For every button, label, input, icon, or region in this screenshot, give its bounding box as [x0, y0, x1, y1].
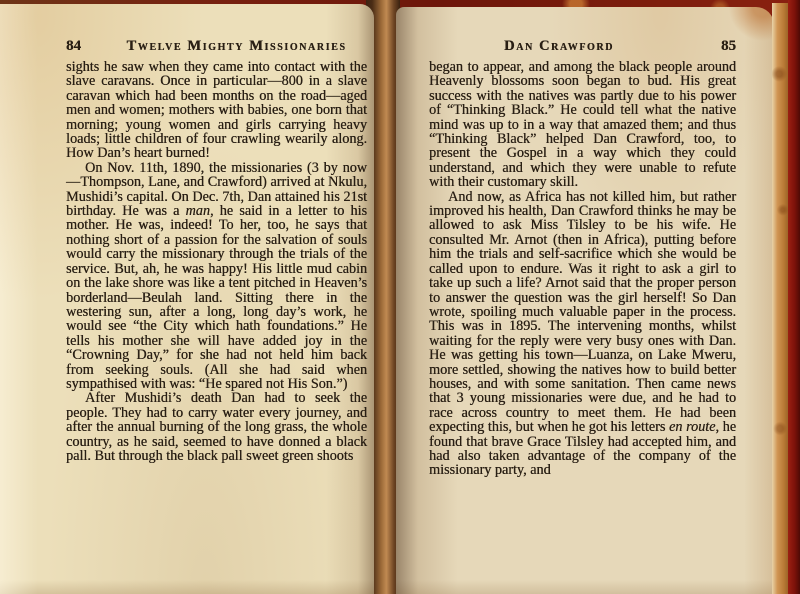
- paragraph: After Mushidi’s death Dan had to seek the people. They had to carry water every journey, and after the annual burning of the long grass, the whole country, as he said, seemed to have donned a black pall. But through the black pall sweet green shoots: [66, 390, 367, 464]
- right-page-body: [429, 60, 736, 478]
- left-page-body: [66, 60, 367, 463]
- paragraph-text: , he found that brave Grace Tilsley had accepted him, and had also taken advantage of the company of the missionary party, and: [429, 419, 737, 479]
- book-cover-right-edge: [788, 0, 800, 594]
- paragraph: [429, 190, 736, 478]
- paragraph: began to appear, and among the black people around Heavenly blossoms soon began to bud. His great success with the natives was partly due to his power of “Thinking Black.” He could tell what the native mind was up to in a way that amazed them; and thus “Thinking Black” helped Dan Crawford, too, to present the Gospel in a way which they could understand, and which they were unable to refute with their customary skill.: [429, 59, 736, 191]
- left-page-number: 84: [66, 38, 81, 54]
- italic-word: man: [185, 203, 210, 220]
- paragraph-text: And now, as Africa has not killed him, but rather improved his health, Dan Crawford thinks he may be allowed to ask Miss Tilsley to be his wife. He consulted Mr. Arnot (then in Africa), putting before him the trials and self-sacrifice which she would be called upon to endure. Was it right to ask a girl to take up such a life? Arnot said that the proper person to answer the question was the girl herself! So Dan wrote, spoiling much valuable paper in the process. This was in 1895. The intervening months, whilst waiting for the reply were very busy ones with Dan. He was getting his town—Luanza, on Lake Mweru, more settled, showing the natives how to build better houses, and with some sanitation. Then came news that 3 young missionaries were due, and he had to race across country to meet them. He had been expecting this, but when he got his letters: [429, 188, 736, 436]
- paragraph-text: On Nov. 11th, 1890, the missionaries (3 by now—Thompson, Lane, and Crawford) arrived at Nkulu, Mushidi’s capital. On Dec. 7th, Dan attained his 21st birthday. He was a: [66, 159, 367, 220]
- paragraph-text: , he said in a letter to his mother. He was, indeed! To her, too, he says that nothing short of a passion for the salvation of souls would carry the missionary through the trials of the service. But, ah, he was happy! His little mud cabin on the lake shore was like a tent pitched in Heaven’s borderland—Beulah land. Sitting there in the westering sun, after a long, long day’s work, he would see “the City which hath foundations.” He tells his mother she will have added joy in the “Crowning Day,” for she had not held him back from seeking souls. (All she had said when sympathised with was: “He spared not His Son.”): [66, 203, 367, 392]
- left-running-title: Twelve Mighty Missionaries: [126, 38, 347, 54]
- italic-phrase: en route: [668, 419, 716, 436]
- paragraph: sights he saw when they came into contact with the slave caravans. Once in particular—800 in a slave caravan which had been months on the road—aged men and women; mothers with babies, one born that morning; young women and girls carrying heavy loads; little children of four crawling wearily along. How Dan’s heart burned!: [66, 59, 367, 162]
- right-running-title: Dan Crawford: [504, 38, 614, 54]
- paragraph: [66, 161, 367, 392]
- right-page-number: 85: [721, 38, 736, 54]
